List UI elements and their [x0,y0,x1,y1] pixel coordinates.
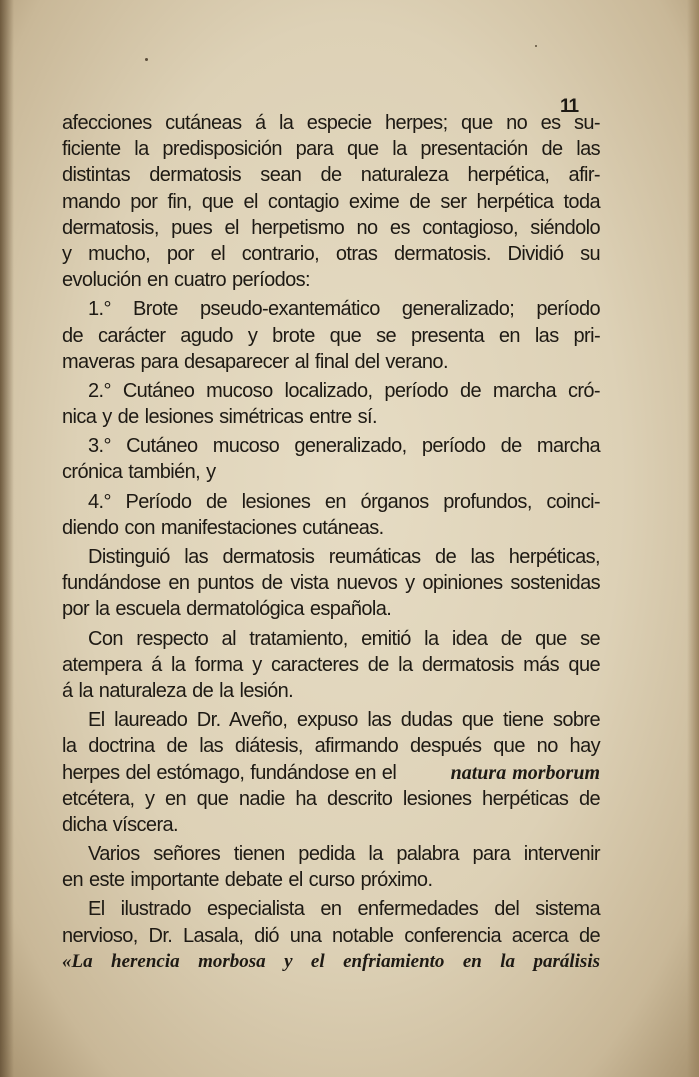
text-line: ficiente la predisposición para que la presentación de las [62,138,600,161]
list-item-4: 4.° Período de lesiones en órganos profundos, coinci- [88,490,600,513]
text-line: dicha víscera. [62,813,178,836]
text-segment: herpes del estómago, fundándose en el [62,761,397,784]
text-line: etcétera, y en que nadie ha descrito lesiones herpéticas de [62,787,600,810]
list-item-1: 1.° Brote pseudo-exantemático generalizado; período [88,298,600,321]
italic-phrase: natura morborum [450,761,600,784]
paper-speck [535,45,537,47]
text-line: de carácter agudo y brote que se presenta en las pri- [62,324,600,347]
text-line: en este importante debate el curso próximo. [62,869,433,892]
paragraph-start: El laureado Dr. Aveño, expuso las dudas que tiene sobre [88,709,600,732]
text-line: crónica también, y [62,461,216,484]
text-line: distintas dermatosis sean de naturaleza herpética, afir- [62,164,600,187]
list-item-3: 3.° Cutáneo mucoso generalizado, período de marcha [88,435,600,458]
text-line: afecciones cutáneas á la especie herpes; que no es su- [62,112,600,134]
page-number: 11 [560,96,579,117]
text-line: atempera á la forma y caracteres de la dermatosis más que [62,653,600,676]
paper-speck [145,58,148,61]
page-edge-shadow-right [687,0,699,1077]
italic-title-line: «La herencia morbosa y el enfriamiento en la parálisis [62,950,600,972]
text-line: evolución en cuatro períodos: [62,269,310,292]
list-item-2: 2.° Cutáneo mucoso localizado, período de marcha cró- [88,379,600,402]
text-line: dermatosis, pues el herpetismo no es contagioso, siéndolo [62,216,600,239]
text-line: por la escuela dermatológica española. [62,598,392,621]
paragraph-start: Distinguió las dermatosis reumáticas de las herpéticas, [88,546,600,568]
paragraph-start: El ilustrado especialista en enfermedades del sistema [88,898,600,921]
text-line: maveras para desaparecer al final del verano. [62,350,448,373]
text-line: mando por fin, que el contagio exime de ser herpética toda [62,190,600,213]
text-line: á la naturaleza de la lesión. [62,679,294,702]
text-line-with-italic [62,760,600,786]
text-line: nervioso, Dr. Lasala, dió una notable conferencia acerca de [62,924,600,947]
text-line: nica y de lesiones simétricas entre sí. [62,406,377,429]
paragraph-start: Varios señores tienen pedida la palabra para intervenir [88,843,600,866]
page-edge-shadow-left [0,0,14,1077]
text-line: fundándose en puntos de vista nuevos y opiniones sostenidas [62,572,600,595]
text-line: diendo con manifestaciones cutáneas. [62,516,384,539]
document-body [62,110,600,975]
text-line: la doctrina de las diátesis, afirmando después que no hay [62,735,600,758]
text-line: y mucho, por el contrario, otras dermatosis. Dividió su [62,242,600,265]
paragraph-start: Con respecto al tratamiento, emitió la idea de que se [88,627,600,650]
